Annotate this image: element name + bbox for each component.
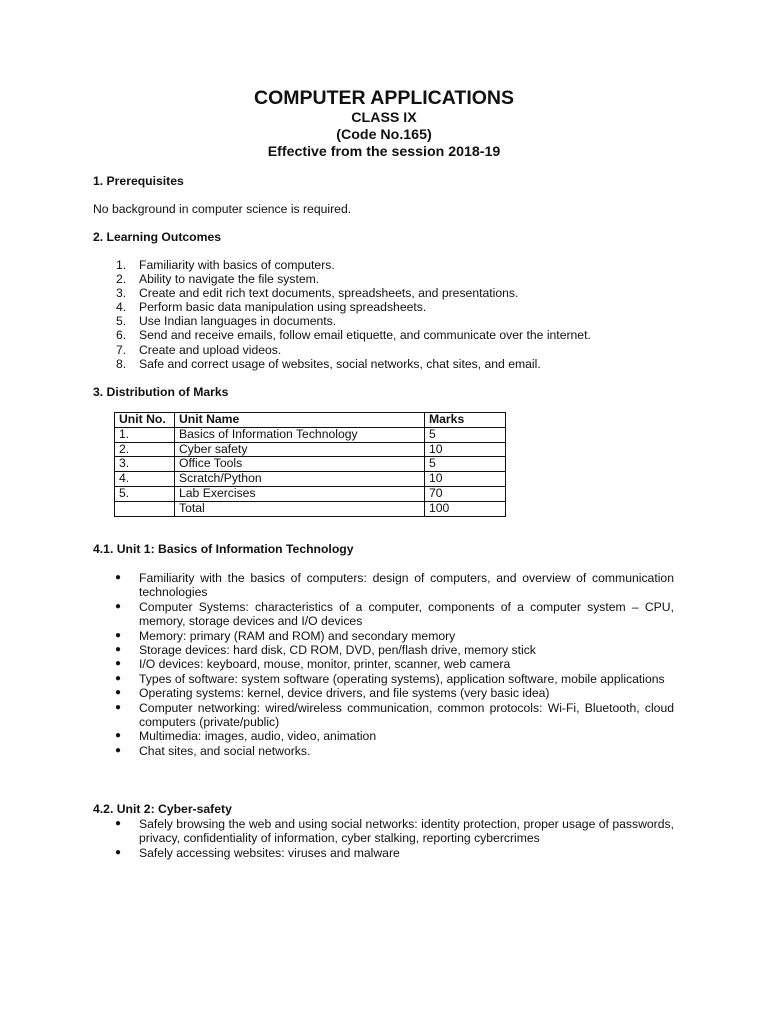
list-text: Storage devices: hard disk, CD ROM, DVD, pen/flash drive, memory stick: [139, 643, 536, 658]
list-number: 5.: [116, 314, 127, 329]
list-text: Types of software: system software (operating systems), application software, mobile applications: [139, 671, 665, 686]
list-item: [116, 343, 591, 357]
list-item: [116, 357, 591, 371]
list-item: [116, 286, 591, 300]
marks-heading: 3. Distribution of Marks: [93, 385, 229, 399]
table-cell: 100: [425, 501, 506, 516]
list-item: [116, 314, 591, 328]
list-item: [116, 328, 591, 342]
table-cell: 5.: [115, 486, 175, 501]
list-item: [115, 686, 674, 701]
unit2-bullet-list: [115, 817, 674, 860]
list-item: [115, 671, 674, 686]
bullet-icon: ●: [115, 744, 122, 756]
learning-outcomes-heading: 2. Learning Outcomes: [93, 230, 221, 244]
table-row: [115, 472, 506, 487]
list-text: Send and receive emails, follow email etiquette, and communicate over the internet.: [139, 328, 591, 343]
code-line: (Code No.165): [336, 127, 432, 143]
table-cell: 3.: [115, 457, 175, 472]
table-row: [115, 427, 506, 442]
list-item: [115, 643, 674, 658]
table-cell: 10: [425, 442, 506, 457]
column-header-marks: Marks: [425, 413, 506, 428]
list-item: [116, 272, 591, 286]
list-text: Create and edit rich text documents, spreadsheets, and presentations.: [139, 286, 519, 301]
column-header-unit-no: Unit No.: [115, 413, 175, 428]
column-header-unit-name: Unit Name: [175, 413, 425, 428]
table-row: [115, 442, 506, 457]
list-text: I/O devices: keyboard, mouse, monitor, printer, scanner, web camera: [139, 657, 511, 672]
list-item: [115, 571, 674, 600]
bullet-icon: ●: [115, 818, 122, 829]
table-cell: Office Tools: [175, 457, 425, 472]
list-text: Computer Systems: characteristics of a computer, components of a computer system – CPU, memory, storage devices and I/O devices: [139, 599, 674, 629]
table-cell: 70: [425, 486, 506, 501]
bullet-icon: ●: [115, 644, 122, 656]
list-text: Safely browsing the web and using social networks: identity protection, proper usage of passwords, privacy, confidentiality of information, cyber stalking, reporting cybercrimes: [139, 817, 674, 846]
list-text: Safe and correct usage of websites, social networks, chat sites, and email.: [139, 356, 541, 371]
list-number: 7.: [116, 342, 127, 357]
table-cell: 4.: [115, 472, 175, 487]
table-cell: 10: [425, 472, 506, 487]
list-item: [115, 743, 674, 758]
list-number: 6.: [116, 328, 127, 343]
list-item: [116, 300, 591, 314]
bullet-icon: ●: [115, 846, 122, 858]
list-number: 8.: [116, 356, 127, 371]
list-text: Familiarity with the basics of computers: design of computers, and overview of communication technologies: [139, 571, 674, 600]
session-line: Effective from the session 2018-19: [267, 144, 501, 160]
bullet-icon: ●: [115, 572, 122, 583]
unit1-heading: 4.1. Unit 1: Basics of Information Technology: [93, 542, 354, 556]
table-header-row: [115, 413, 506, 428]
list-item: [116, 258, 591, 272]
bullet-icon: ●: [115, 629, 122, 641]
list-text: Multimedia: images, audio, video, animation: [139, 729, 377, 744]
list-text: Familiarity with basics of computers.: [139, 258, 335, 272]
list-text: Perform basic data manipulation using spreadsheets.: [139, 300, 427, 315]
list-item: [115, 657, 674, 672]
list-number: 1.: [116, 258, 127, 272]
table-cell: Basics of Information Technology: [175, 427, 425, 442]
table-cell: 1.: [115, 427, 175, 442]
marks-table: [114, 412, 506, 517]
list-text: Ability to navigate the file system.: [139, 272, 320, 287]
page-title: COMPUTER APPLICATIONS: [253, 87, 514, 109]
list-text: Operating systems: kernel, device drivers, and file systems (very basic idea): [139, 686, 550, 701]
bullet-icon: ●: [115, 701, 122, 713]
prerequisites-text: No background in computer science is required.: [93, 202, 352, 216]
table-row-total: [115, 501, 506, 516]
unit1-bullet-list: [115, 571, 674, 758]
list-item: [115, 700, 674, 730]
table-row: [115, 486, 506, 501]
list-item: [115, 628, 674, 643]
list-item: [115, 729, 674, 744]
list-text: Chat sites, and social networks.: [139, 743, 311, 758]
bullet-icon: ●: [115, 658, 122, 670]
learning-outcomes-list: [116, 258, 591, 371]
table-cell: Lab Exercises: [175, 486, 425, 501]
list-item: [115, 817, 674, 846]
table-cell: 5: [425, 457, 506, 472]
table-cell: 5: [425, 427, 506, 442]
bullet-icon: ●: [115, 600, 122, 612]
table-cell: [115, 501, 175, 516]
list-number: 4.: [116, 300, 127, 315]
list-number: 2.: [116, 272, 127, 287]
prerequisites-heading: 1. Prerequisites: [93, 174, 184, 188]
table-cell: Total: [175, 501, 425, 516]
list-text: Create and upload videos.: [139, 342, 282, 357]
title-block: [0, 86, 768, 161]
bullet-icon: ●: [115, 730, 122, 742]
list-text: Memory: primary (RAM and ROM) and secondary memory: [139, 628, 456, 643]
list-text: Safely accessing websites: viruses and malware: [139, 845, 400, 860]
table-cell: 2.: [115, 442, 175, 457]
list-number: 3.: [116, 286, 127, 301]
list-text: Use Indian languages in documents.: [139, 314, 337, 329]
list-text: Computer networking: wired/wireless communication, common protocols: Wi-Fi, Bluetooth, cloud computers (private/public): [139, 700, 674, 730]
list-item: [115, 599, 674, 629]
class-line: CLASS IX: [351, 110, 417, 126]
unit2-heading: 4.2. Unit 2: Cyber-safety: [93, 802, 232, 816]
table-cell: Scratch/Python: [175, 472, 425, 487]
table-cell: Cyber safety: [175, 442, 425, 457]
table-row: [115, 457, 506, 472]
bullet-icon: ●: [115, 672, 122, 684]
list-item: [115, 845, 674, 860]
bullet-icon: ●: [115, 687, 122, 699]
